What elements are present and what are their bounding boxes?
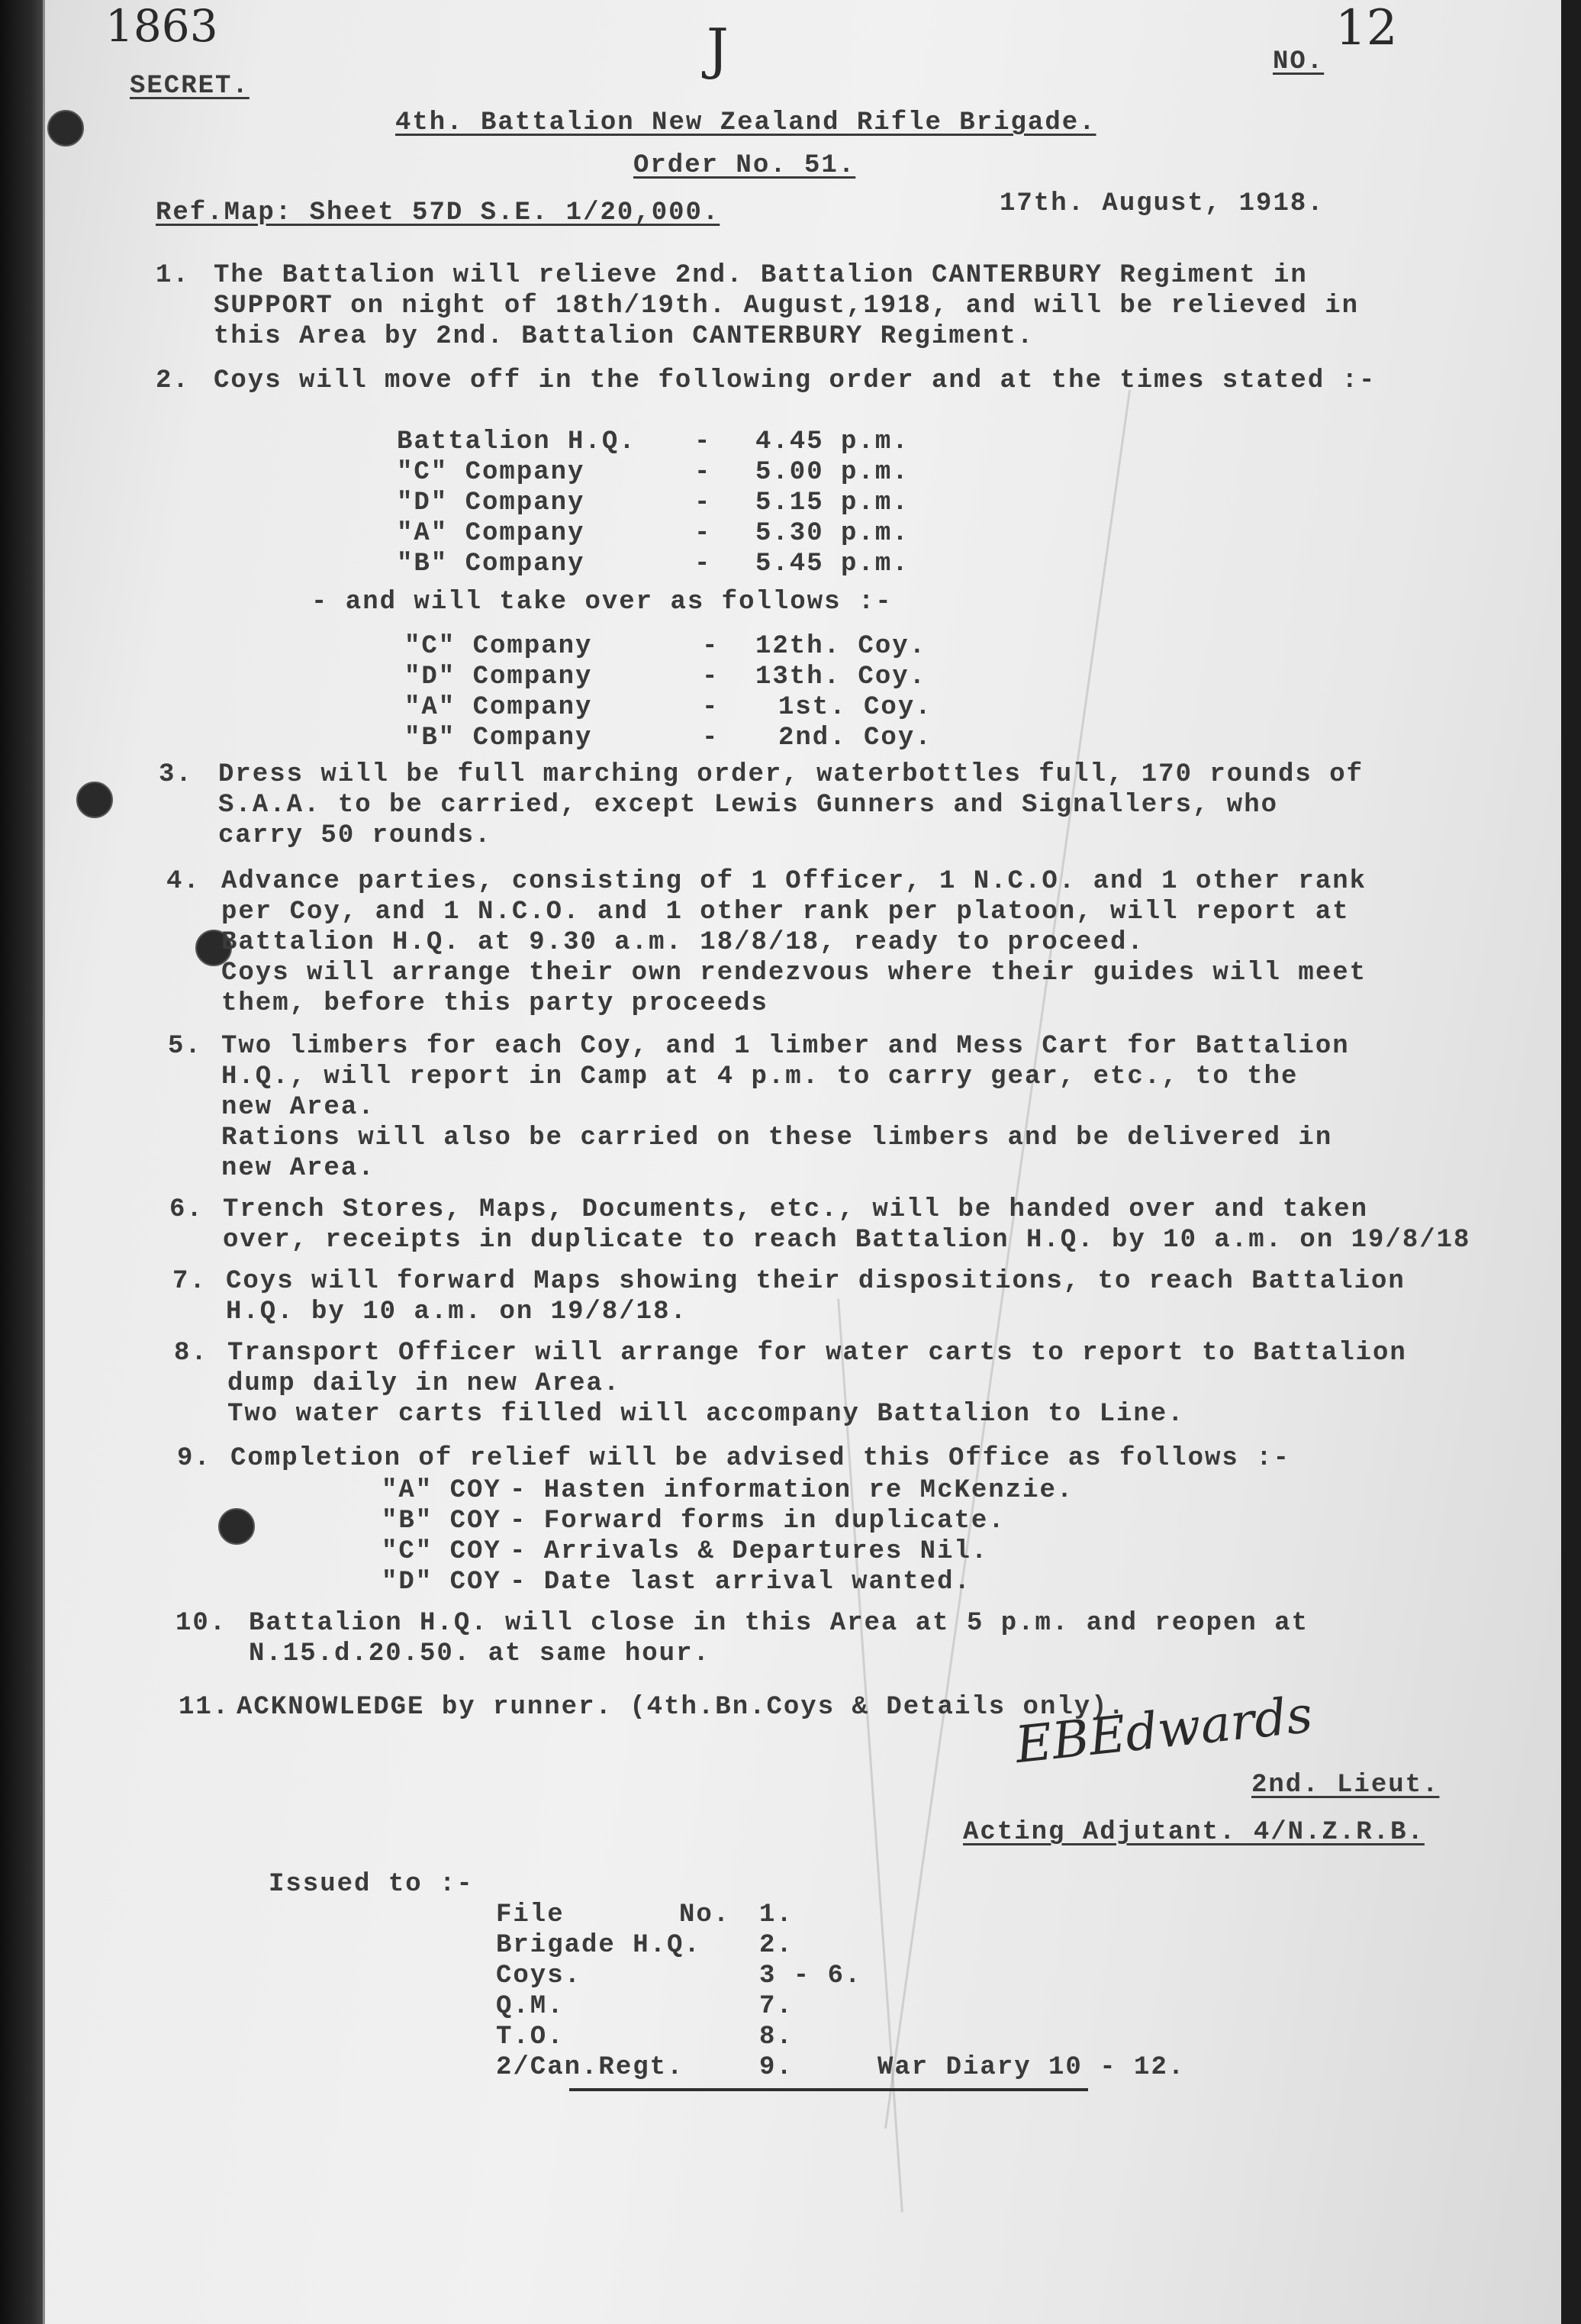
copy-no-value: 12: [1335, 0, 1398, 56]
take-over-unit: "C" Company: [404, 632, 593, 661]
paragraph-line: Trench Stores, Maps, Documents, etc., will be handed over and taken: [223, 1195, 1369, 1224]
take-over-intro: - and will take over as follows :-: [311, 588, 893, 617]
distribution-copy-no: 9.: [759, 2053, 794, 2082]
paragraph-line: ACKNOWLEDGE by runner. (4th.Bn.Coys & Details only).: [237, 1693, 1125, 1722]
distribution-recipient: T.O.: [496, 2023, 565, 2052]
distribution-copy-no: 8.: [759, 2023, 794, 2052]
handwritten-signature: EBEdwards: [1013, 1684, 1315, 1775]
letter-mark: J: [707, 17, 729, 81]
signature-rank: 2nd. Lieut.: [1251, 1771, 1440, 1800]
paragraph-line: Coys will forward Maps showing their dispositions, to reach Battalion: [226, 1267, 1406, 1296]
paragraph-line: Rations will also be carried on these limbers and be delivered in: [221, 1123, 1333, 1152]
relief-coy: "C" COY: [382, 1537, 501, 1566]
schedule-unit: "A" Company: [397, 519, 585, 548]
paragraph-line: Two water carts filled will accompany Battalion to Line.: [227, 1400, 1185, 1429]
relief-coy: "A" COY: [382, 1476, 501, 1505]
take-over-dash: -: [702, 662, 720, 691]
schedule-unit: Battalion H.Q.: [397, 427, 636, 456]
paragraph-number: 1.: [156, 261, 190, 290]
paragraph-line: H.Q. by 10 a.m. on 19/8/18.: [226, 1297, 687, 1326]
paragraph-line: S.A.A. to be carried, except Lewis Gunners and Signallers, who: [218, 791, 1279, 820]
paragraph-line: carry 50 rounds.: [218, 821, 492, 850]
paragraph-number: 7.: [172, 1267, 207, 1296]
take-over-dash: -: [702, 632, 720, 661]
schedule-unit: "B" Company: [397, 550, 585, 579]
distribution-copy-no: 1.: [759, 1900, 794, 1929]
take-over-coy: 13th. Coy.: [755, 662, 927, 691]
relief-coy: "D" COY: [382, 1568, 501, 1597]
schedule-dash: -: [694, 458, 712, 487]
punch-hole: [47, 110, 84, 147]
schedule-dash: -: [694, 550, 712, 579]
paragraph-line: Completion of relief will be advised this Office as follows :-: [230, 1444, 1291, 1473]
paragraph-line: new Area.: [221, 1093, 375, 1122]
paragraph-line: N.15.d.20.50. at same hour.: [249, 1639, 710, 1668]
distribution-recipient: 2/Can.Regt.: [496, 2053, 684, 2082]
paragraph-number: 6.: [169, 1195, 204, 1224]
distribution-recipient: Q.M.: [496, 1992, 565, 2021]
distribution-no-label: No.: [679, 1900, 731, 1929]
paragraph-line: Coys will arrange their own rendezvous where their guides will meet: [221, 959, 1367, 988]
paragraph-number: 8.: [174, 1339, 208, 1368]
paragraph-number: 3.: [159, 760, 193, 789]
relief-coy: "B" COY: [382, 1507, 501, 1536]
take-over-coy: 1st. Coy.: [778, 693, 932, 722]
take-over-coy: 2nd. Coy.: [778, 724, 932, 753]
relief-code: - Forward forms in duplicate.: [510, 1507, 1006, 1536]
distribution-recipient: Coys.: [496, 1961, 582, 1990]
schedule-dash: -: [694, 488, 712, 517]
take-over-coy: 12th. Coy.: [755, 632, 927, 661]
paragraph-line: per Coy, and 1 N.C.O. and 1 other rank per platoon, will report at: [221, 898, 1350, 927]
schedule-dash: -: [694, 427, 712, 456]
secret-label: SECRET.: [130, 72, 250, 101]
punch-hole: [218, 1508, 255, 1545]
order-number: Order No. 51.: [633, 151, 856, 180]
signature-role: Acting Adjutant. 4/N.Z.R.B.: [963, 1818, 1425, 1847]
paragraph-line: Advance parties, consisting of 1 Officer, 1 N.C.O. and 1 other rank: [221, 867, 1367, 896]
schedule-unit: "C" Company: [397, 458, 585, 487]
closing-rule: [569, 2088, 1088, 2091]
paragraph-line: Dress will be full marching order, waterbottles full, 170 rounds of: [218, 760, 1364, 789]
paragraph-line: dump daily in new Area.: [227, 1369, 621, 1398]
distribution-recipient: File: [496, 1900, 565, 1929]
paragraph-line: this Area by 2nd. Battalion CANTERBURY Regiment.: [214, 322, 1035, 351]
paragraph-line: Coys will move off in the following order and at the times stated :-: [214, 366, 1377, 395]
punch-hole: [76, 782, 113, 818]
take-over-unit: "A" Company: [404, 693, 593, 722]
archive-number: 1863: [105, 0, 218, 52]
order-date: 17th. August, 1918.: [1000, 189, 1325, 218]
relief-code: - Date last arrival wanted.: [510, 1568, 971, 1597]
paragraph-line: Two limbers for each Coy, and 1 limber and Mess Cart for Battalion: [221, 1032, 1350, 1061]
distribution-recipient: Brigade H.Q.: [496, 1931, 701, 1960]
schedule-time: 5.00 p.m.: [755, 458, 910, 487]
paragraph-line: H.Q., will report in Camp at 4 p.m. to carry gear, etc., to the: [221, 1062, 1299, 1091]
take-over-unit: "B" Company: [404, 724, 593, 753]
paragraph-line: SUPPORT on night of 18th/19th. August,1918, and will be relieved in: [214, 292, 1360, 321]
distribution-copy-no: 3 - 6.: [759, 1961, 862, 1990]
paragraph-number: 10.: [175, 1609, 227, 1638]
take-over-dash: -: [702, 693, 720, 722]
unit-title: 4th. Battalion New Zealand Rifle Brigade.: [395, 108, 1096, 137]
paragraph-line: The Battalion will relieve 2nd. Battalion CANTERBURY Regiment in: [214, 261, 1308, 290]
paragraph-line: them, before this party proceeds: [221, 989, 768, 1018]
schedule-dash: -: [694, 519, 712, 548]
schedule-time: 5.45 p.m.: [755, 550, 910, 579]
paragraph-line: new Area.: [221, 1154, 375, 1183]
paragraph-number: 4.: [166, 867, 201, 896]
paragraph-number: 9.: [177, 1444, 211, 1473]
paragraph-number: 2.: [156, 366, 190, 395]
paragraph-line: over, receipts in duplicate to reach Battalion H.Q. by 10 a.m. on 19/8/18: [223, 1226, 1471, 1255]
take-over-dash: -: [702, 724, 720, 753]
schedule-time: 4.45 p.m.: [755, 427, 910, 456]
take-over-unit: "D" Company: [404, 662, 593, 691]
paragraph-line: Battalion H.Q. will close in this Area at 5 p.m. and reopen at: [249, 1609, 1309, 1638]
paragraph-number: 5.: [168, 1032, 202, 1061]
paragraph-line: Battalion H.Q. at 9.30 a.m. 18/8/18, ready to proceed.: [221, 928, 1145, 957]
ref-map: Ref.Map: Sheet 57D S.E. 1/20,000.: [156, 198, 720, 227]
schedule-time: 5.30 p.m.: [755, 519, 910, 548]
relief-code: - Hasten information re McKenzie.: [510, 1476, 1074, 1505]
war-diary-copies: War Diary 10 - 12.: [877, 2053, 1186, 2082]
issued-to-label: Issued to :-: [269, 1870, 474, 1899]
schedule-time: 5.15 p.m.: [755, 488, 910, 517]
paragraph-line: Transport Officer will arrange for water carts to report to Battalion: [227, 1339, 1407, 1368]
distribution-copy-no: 7.: [759, 1992, 794, 2021]
paragraph-number: 11.: [179, 1693, 230, 1722]
schedule-unit: "D" Company: [397, 488, 585, 517]
distribution-copy-no: 2.: [759, 1931, 794, 1960]
relief-code: - Arrivals & Departures Nil.: [510, 1537, 989, 1566]
copy-no-label: NO.: [1273, 47, 1325, 76]
